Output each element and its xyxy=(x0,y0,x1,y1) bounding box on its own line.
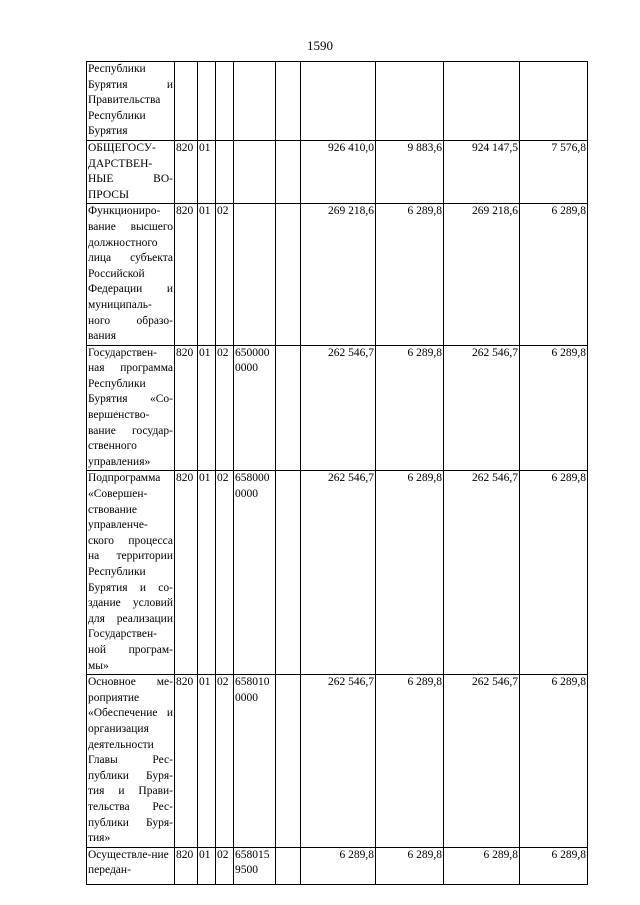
cell-rz: 01 xyxy=(198,345,216,471)
cell-name: ОБЩЕГОСУ-ДАРСТВЕН-НЫЕ ВО-ПРОСЫ xyxy=(87,140,175,203)
table-row xyxy=(87,345,588,471)
cell-value-2: 6 289,8 xyxy=(376,204,444,345)
cell-csr xyxy=(234,140,276,203)
cell-name: Государствен-ная программа Республики Бурятия «Со-вершенство-вание государ-ственного управления» xyxy=(87,345,175,471)
cell-rz: 01 xyxy=(198,471,216,675)
cell-value-1: 269 218,6 xyxy=(301,204,376,345)
cell-gr xyxy=(175,62,198,141)
cell-value-3: 924 147,5 xyxy=(444,140,520,203)
cell-vr xyxy=(276,471,301,675)
cell-value-3: 262 546,7 xyxy=(444,675,520,848)
cell-value-4: 6 289,8 xyxy=(520,345,588,471)
cell-value-1: 6 289,8 xyxy=(301,847,376,884)
table-row xyxy=(87,140,588,203)
cell-csr: 658000 0000 xyxy=(234,471,276,675)
cell-value-4: 7 576,8 xyxy=(520,140,588,203)
cell-pr: 02 xyxy=(216,471,234,675)
table-row xyxy=(87,675,588,848)
cell-value-4: 6 289,8 xyxy=(520,847,588,884)
cell-value-3: 262 546,7 xyxy=(444,471,520,675)
cell-value-3 xyxy=(444,62,520,141)
cell-rz: 01 xyxy=(198,140,216,203)
cell-pr xyxy=(216,62,234,141)
cell-pr: 02 xyxy=(216,675,234,848)
cell-value-3: 269 218,6 xyxy=(444,204,520,345)
cell-vr xyxy=(276,847,301,884)
cell-csr: 658010 0000 xyxy=(234,675,276,848)
cell-vr xyxy=(276,204,301,345)
cell-value-1: 926 410,0 xyxy=(301,140,376,203)
cell-value-2: 9 883,6 xyxy=(376,140,444,203)
cell-name: Осуществле-ние передан- xyxy=(87,847,175,884)
cell-csr: 650000 0000 xyxy=(234,345,276,471)
cell-value-2: 6 289,8 xyxy=(376,345,444,471)
cell-value-1: 262 546,7 xyxy=(301,345,376,471)
cell-gr: 820 xyxy=(175,204,198,345)
cell-pr: 02 xyxy=(216,847,234,884)
budget-table xyxy=(86,61,588,885)
cell-gr: 820 xyxy=(175,847,198,884)
cell-csr: 658015 9500 xyxy=(234,847,276,884)
cell-pr: 02 xyxy=(216,204,234,345)
cell-value-4 xyxy=(520,62,588,141)
cell-vr xyxy=(276,345,301,471)
cell-value-2: 6 289,8 xyxy=(376,847,444,884)
cell-name: Основное ме-роприятие «Обеспечение и организация деятельности Главы Рес-публики Буря-тия и Прави-тельства Рес-публики Буря-тия» xyxy=(87,675,175,848)
cell-gr: 820 xyxy=(175,471,198,675)
cell-gr: 820 xyxy=(175,675,198,848)
cell-vr xyxy=(276,140,301,203)
cell-value-2: 6 289,8 xyxy=(376,675,444,848)
table-row xyxy=(87,204,588,345)
cell-name: Функциониро-вание высшего должностного лица субъекта Российской Федерации и муниципаль-ного образо-вания xyxy=(87,204,175,345)
cell-csr xyxy=(234,62,276,141)
cell-value-3: 262 546,7 xyxy=(444,345,520,471)
cell-pr xyxy=(216,140,234,203)
cell-name: Подпрограмма «Совершен-ствование управленче-ского процесса на территории Республики Бурятия и со-здание условий для реализации Государствен-ной програм-мы» xyxy=(87,471,175,675)
cell-value-1 xyxy=(301,62,376,141)
cell-gr: 820 xyxy=(175,345,198,471)
page-number: 1590 xyxy=(307,38,333,53)
cell-value-1: 262 546,7 xyxy=(301,675,376,848)
table-row xyxy=(87,62,588,141)
cell-name: Республики Бурятия и Правительства Республики Бурятия xyxy=(87,62,175,141)
table-row xyxy=(87,847,588,884)
cell-rz: 01 xyxy=(198,204,216,345)
cell-value-4: 6 289,8 xyxy=(520,471,588,675)
cell-csr xyxy=(234,204,276,345)
cell-pr: 02 xyxy=(216,345,234,471)
cell-value-1: 262 546,7 xyxy=(301,471,376,675)
cell-rz: 01 xyxy=(198,847,216,884)
table-row xyxy=(87,471,588,675)
cell-value-4: 6 289,8 xyxy=(520,204,588,345)
cell-rz xyxy=(198,62,216,141)
cell-vr xyxy=(276,62,301,141)
cell-value-3: 6 289,8 xyxy=(444,847,520,884)
cell-vr xyxy=(276,675,301,848)
cell-value-2: 6 289,8 xyxy=(376,471,444,675)
table-body xyxy=(87,62,588,885)
cell-rz: 01 xyxy=(198,675,216,848)
cell-gr: 820 xyxy=(175,140,198,203)
cell-value-2 xyxy=(376,62,444,141)
cell-value-4: 6 289,8 xyxy=(520,675,588,848)
